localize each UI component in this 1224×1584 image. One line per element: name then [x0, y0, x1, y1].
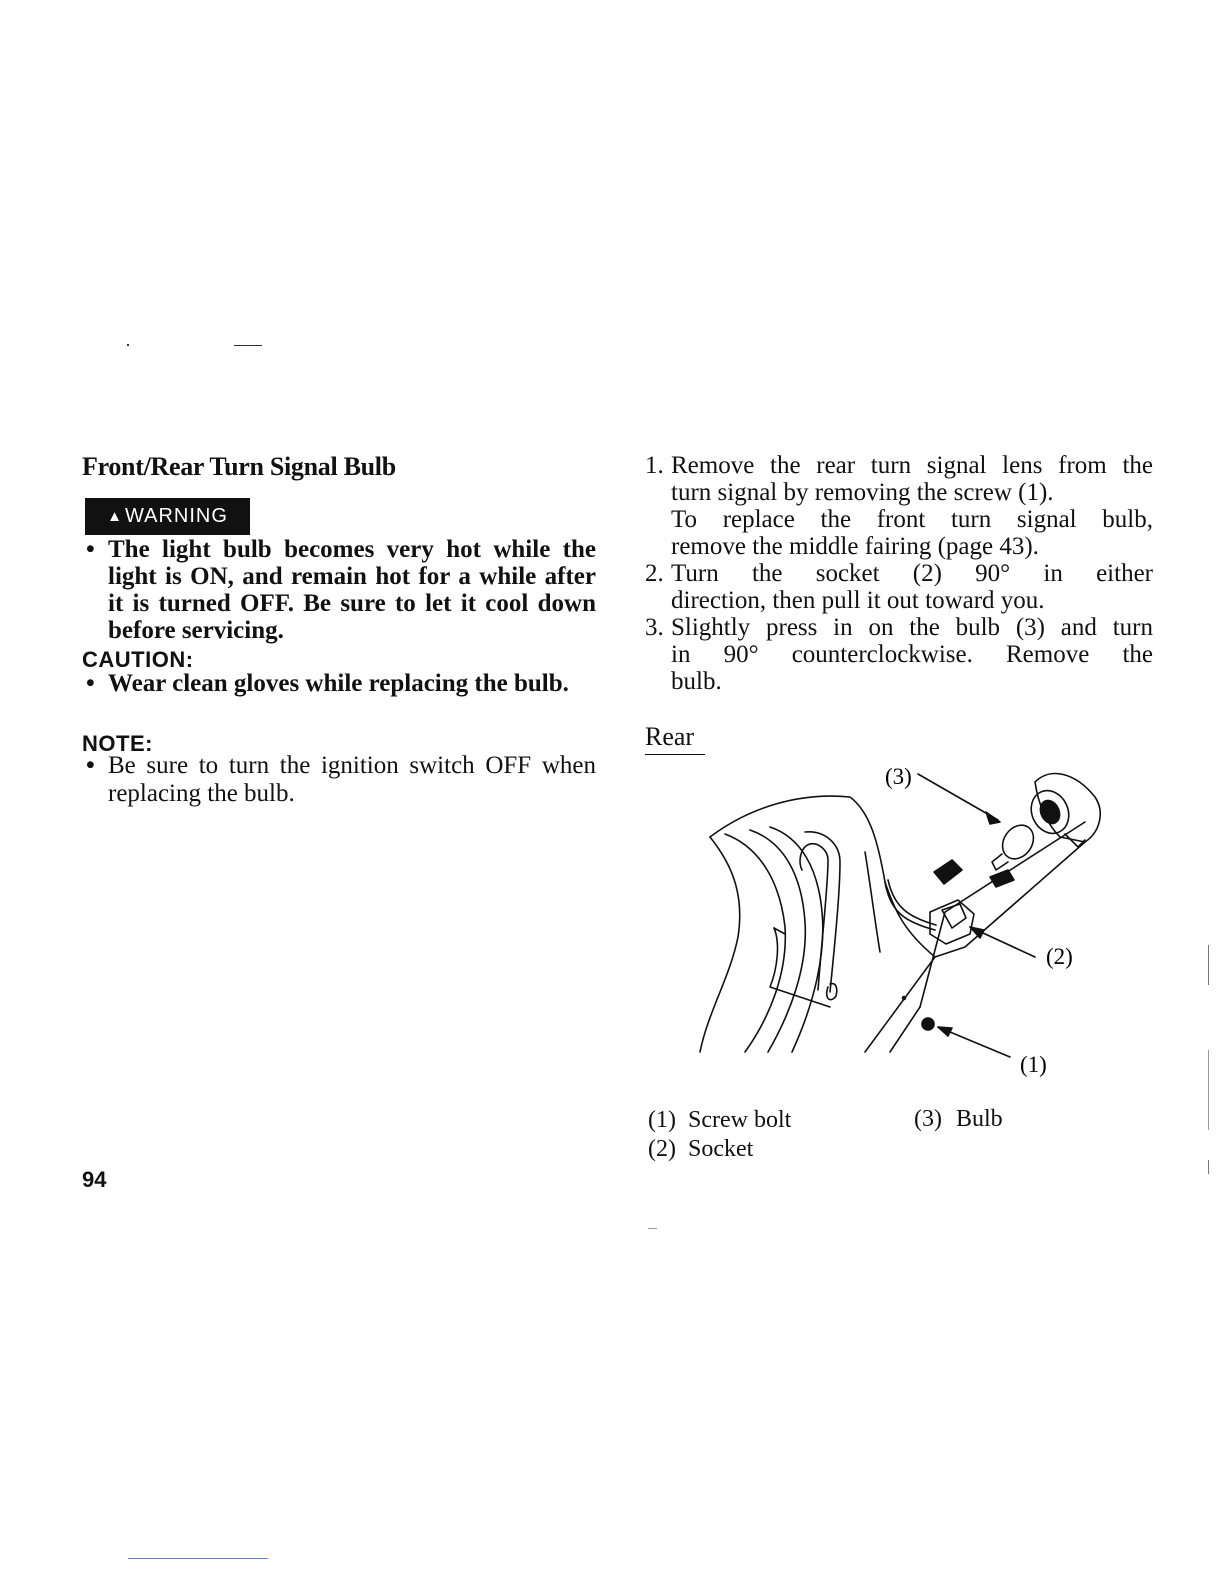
- procedure-steps: [645, 452, 1153, 695]
- step-number: 3.: [645, 614, 664, 641]
- legend-text: Bulb: [956, 1106, 1003, 1132]
- step-line: turn signal by removing the screw (1).: [671, 479, 1054, 506]
- warning-triangle-icon: ▲: [107, 508, 123, 525]
- list-item: [86, 536, 596, 644]
- list-item: [86, 670, 596, 698]
- list-item: [86, 752, 596, 808]
- warning-text: [86, 536, 596, 644]
- legend-text: Socket: [688, 1136, 754, 1162]
- caution-text: [86, 670, 596, 698]
- figure-label: Rear: [645, 722, 695, 751]
- bottom-rule: [128, 1558, 268, 1559]
- screw-bolt: [922, 1018, 934, 1030]
- scan-mark: [234, 345, 262, 346]
- scan-mark: [1208, 945, 1209, 985]
- scan-mark: [648, 1228, 657, 1229]
- legend-num: (1): [648, 1107, 676, 1133]
- step-body: [671, 452, 1153, 560]
- note-bullet: Be sure to turn the ignition switch OFF when replacing the bulb.: [108, 752, 596, 807]
- legend-item: [648, 1106, 791, 1135]
- callout-screw: (1): [1020, 1052, 1047, 1077]
- step-line: Remove the rear turn signal lens from the: [671, 452, 1153, 479]
- step-line: bulb.: [671, 668, 722, 695]
- bullet-icon: •: [86, 670, 95, 697]
- step-body: [671, 614, 1153, 695]
- callout-socket: (2): [1046, 944, 1073, 969]
- step-line: in 90° counterclockwise. Remove the: [671, 641, 1153, 668]
- step-line: To replace the front turn signal bulb,: [671, 506, 1153, 533]
- bullet-icon: •: [86, 536, 95, 563]
- bullet-icon: •: [86, 752, 95, 779]
- page-number: 94: [82, 1167, 107, 1192]
- scan-mark: [1208, 1160, 1209, 1174]
- legend-text: Screw bolt: [688, 1107, 792, 1133]
- step-body: [671, 560, 1153, 614]
- bulb: [996, 819, 1040, 865]
- step-number: 1.: [645, 452, 664, 479]
- step-3: [645, 614, 1153, 695]
- step-line: Turn the socket (2) 90° in either: [671, 560, 1153, 587]
- step-1: [645, 452, 1153, 560]
- step-line: remove the middle fairing (page 43).: [671, 533, 1039, 560]
- step-number: 2.: [645, 560, 664, 587]
- warning-badge: [85, 498, 250, 535]
- legend-item: [648, 1135, 791, 1164]
- callout-bulb: (3): [885, 764, 912, 789]
- caution-label: CAUTION:: [82, 647, 194, 672]
- legend-num: (3): [914, 1106, 942, 1132]
- step-line: direction, then pull it out toward you.: [671, 587, 1045, 614]
- warning-bullet: The light bulb becomes very hot while the light is ON, and remain hot for a while after it is turned OFF. Be sure to let it cool down before servicing.: [108, 536, 596, 644]
- figure-legend: [648, 1106, 791, 1164]
- scan-mark: [1208, 1050, 1209, 1130]
- scan-mark: [127, 344, 129, 346]
- note-text: [86, 752, 596, 808]
- caution-bullet: Wear clean gloves while replacing the bulb.: [108, 670, 569, 697]
- rear-turn-signal-diagram: [690, 752, 1110, 1092]
- legend-num: (2): [648, 1136, 676, 1162]
- legend-item: [914, 1106, 1003, 1133]
- step-2: [645, 560, 1153, 614]
- warning-label: WARNING: [124, 505, 228, 527]
- section-title: Front/Rear Turn Signal Bulb: [82, 452, 396, 481]
- note-label: NOTE:: [82, 731, 153, 756]
- step-line: Slightly press in on the bulb (3) and turn: [671, 614, 1153, 641]
